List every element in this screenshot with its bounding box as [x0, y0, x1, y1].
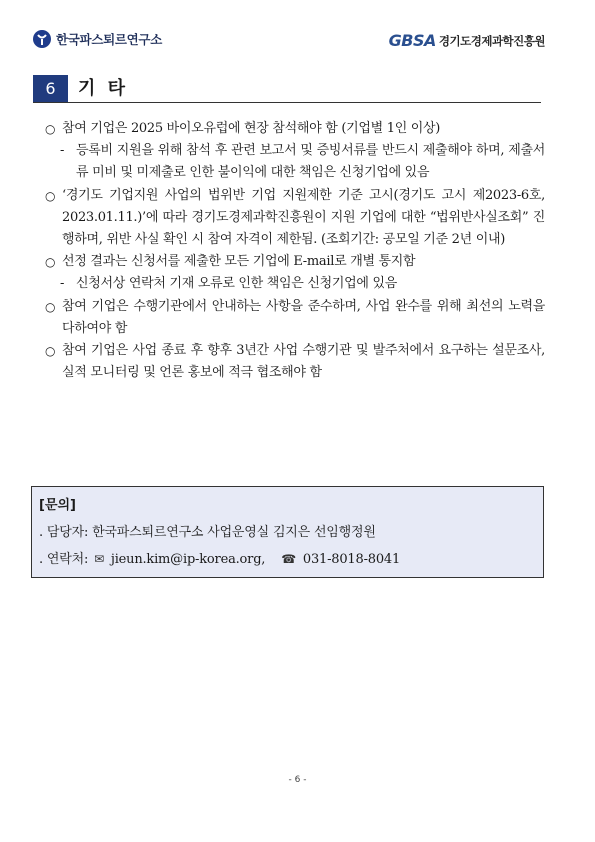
circle-bullet-icon: ○ [45, 122, 56, 136]
item-text: 선정 결과는 신청서를 제출한 모든 기업에 E-mail로 개별 통지함 [62, 254, 416, 270]
sub-item [45, 273, 545, 295]
sub-item-text: 신청서상 연락처 기재 오류로 인한 책임은 신청기업에 있음 [76, 276, 398, 292]
sub-item-text: 등록비 지원을 위해 참석 후 관련 보고서 및 증빙서류를 반드시 제출해야 하며, 제출서류 미비 및 미제출로 인한 불이익에 대한 책임은 신청기업에 있음 [76, 143, 545, 181]
page-header [0, 0, 595, 60]
contact-title: [문의] [39, 498, 76, 513]
list-item [45, 296, 545, 340]
manager-value: 한국파스퇴르연구소 사업운영실 김지은 선임행정원 [92, 525, 376, 540]
pasteur-emblem-icon [33, 30, 51, 48]
contact-info-line [39, 548, 400, 567]
circle-bullet-icon: ○ [45, 299, 56, 314]
pasteur-name: 한국파스퇴르연구소 [56, 32, 162, 47]
list-item [45, 251, 545, 273]
pasteur-logo [33, 30, 162, 48]
circle-bullet-icon: ○ [45, 188, 56, 203]
list-item [45, 185, 545, 252]
circle-bullet-icon: ○ [45, 344, 56, 359]
email-link[interactable]: jieun.kim@ip-korea.org, [110, 552, 266, 567]
section-number: 6 [33, 75, 68, 102]
notice-list [45, 118, 545, 384]
dash-marker: - [60, 143, 65, 159]
manager-label: . 담당자: [39, 525, 89, 540]
item-text: 참여 기업은 2025 바이오유럽에 현장 참석해야 함 (기업별 1인 이상) [62, 121, 441, 136]
section-title: 기 타 [78, 78, 129, 99]
circle-bullet-icon: ○ [45, 255, 56, 270]
page-number: - 6 - [288, 775, 307, 785]
gbsa-logo [389, 31, 545, 50]
gbsa-name: 경기도경제과학진흥원 [438, 33, 545, 48]
envelope-icon: ✉ [94, 552, 104, 566]
list-item [45, 118, 545, 140]
section-heading [33, 75, 541, 103]
contact-box [31, 486, 544, 578]
telephone-icon: ☎ [281, 552, 296, 566]
list-item [45, 340, 545, 384]
dash-marker: - [60, 276, 65, 292]
sub-item [45, 140, 545, 184]
contact-label: . 연락처: [39, 552, 89, 567]
phone-number: 031-8018-8041 [302, 552, 401, 567]
item-text: 참여 기업은 사업 종료 후 향후 3년간 사업 수행기관 및 발주처에서 요구하는 설문조사, 실적 모니터링 및 언론 홍보에 적극 협조해야 함 [62, 343, 545, 381]
item-text: ‘경기도 기업지원 사업의 법위반 기업 지원제한 기준 고시(경기도 고시 제2023-6호, 2023.01.11.)’에 따라 경기도경제과학진흥원이 지원 기업에 대한 “법위반사실조회” 진행하며, 위반 사실 확인 시 참여 자격이 제한됨. (조회기간: 공모일 기준 2년 이내) [62, 187, 545, 248]
gbsa-mark: GBSA [388, 31, 436, 50]
contact-manager-line [39, 521, 376, 540]
item-text: 참여 기업은 수행기관에서 안내하는 사항을 준수하며, 사업 완수를 위해 최선의 노력을 다하여야 함 [62, 298, 545, 336]
